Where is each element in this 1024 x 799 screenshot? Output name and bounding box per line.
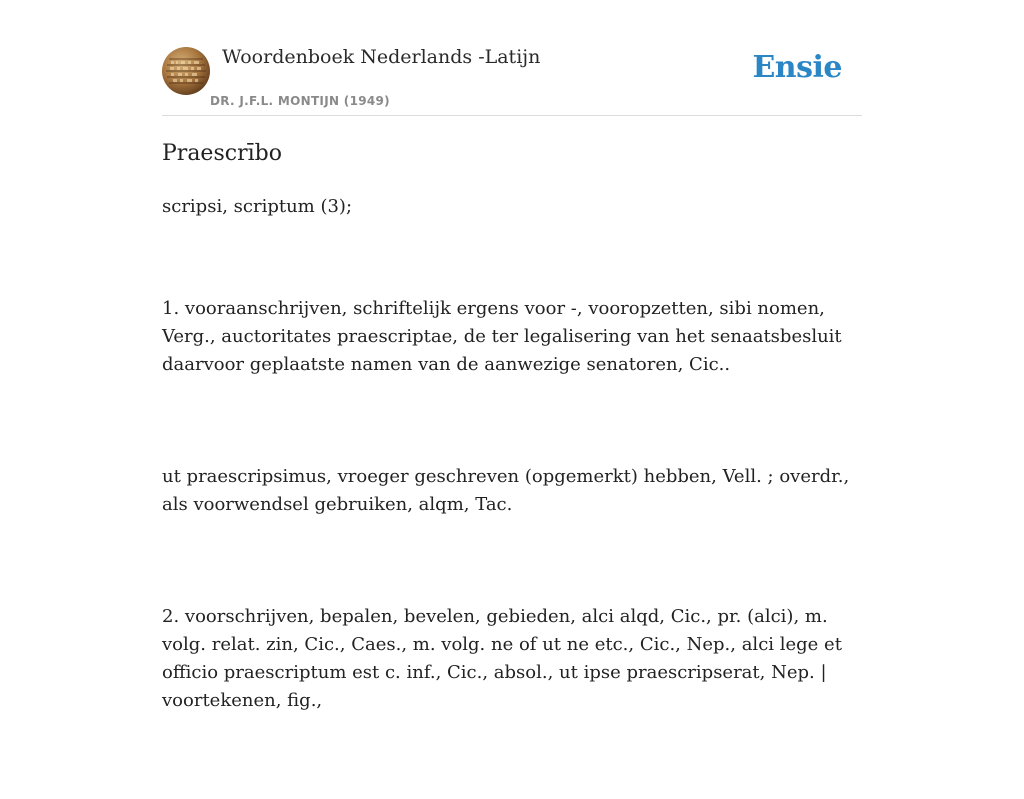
entry-paragraph-2: ut praescripsimus, vroeger geschreven (opgemerkt) hebben, Vell. ; overdr., als voorwendsel gebruiken, alqm, Tac. [162, 466, 855, 515]
entry-body [162, 239, 862, 799]
dictionary-header [162, 0, 862, 116]
main-container [162, 0, 862, 711]
entry-paragraph-1: 1. vooraanschrijven, schriftelijk ergens voor -, vooropzetten, sibi nomen, Verg., auctoritates praescriptae, de ter legalisering van het senaatsbesluit daarvoor geplaatste namen van de aanwezige senatoren, Cic.. [162, 298, 848, 375]
ensie-logo-link[interactable]: Ensie [752, 50, 842, 85]
entry-paragraph-3: 2. voorschrijven, bepalen, bevelen, gebieden, alci alqd, Cic., pr. (alci), m. volg. relat. zin, Cic., Caes., m. volg. ne of ut ne etc., Cic., Nep., alci lege et officio praescriptum est c. inf., Cic., absol., ut ipse praescripserat, Nep. | voortekenen, fig., [162, 606, 848, 711]
entry-title: Praescrībo [162, 141, 282, 166]
dictionary-author: DR. J.F.L. MONTIJN (1949) [210, 94, 390, 108]
entry-intro: scripsi, scriptum (3); [162, 196, 353, 217]
dictionary-title[interactable]: Woordenboek Nederlands -Latijn [222, 46, 541, 68]
dictionary-logo-icon[interactable] [162, 47, 210, 95]
